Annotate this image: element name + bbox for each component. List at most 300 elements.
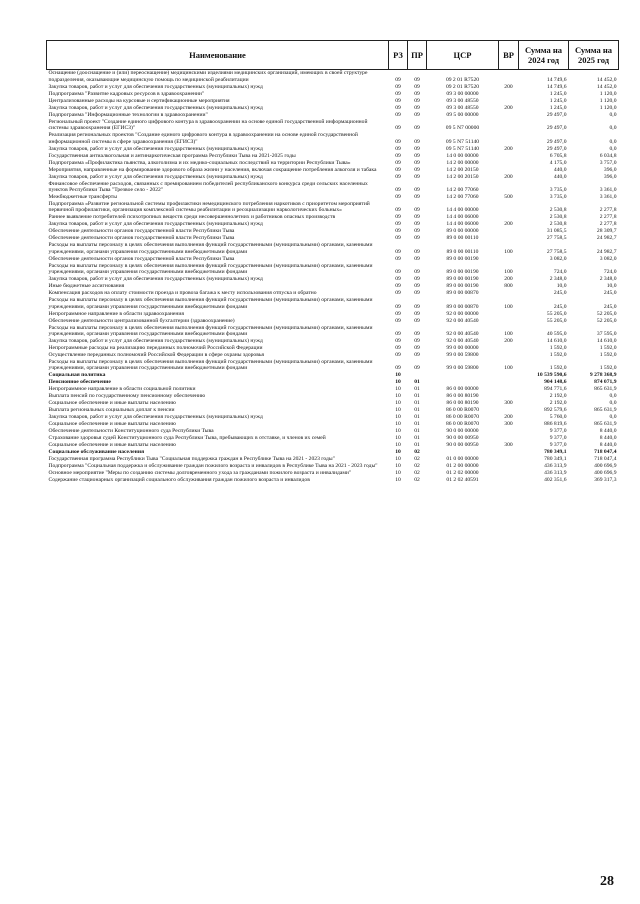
row-vr: 200 [504,276,513,283]
row-csr: 09 5 N7 00000 [445,125,480,132]
row-name: Подпрограмма "Социальная поддержка и обслуживание граждан пожилого возраста и инвалидов в Республике Тыва на 2021 - 2023 годы" [48,463,378,470]
row-sum-2024: 402 351,6 [544,477,567,484]
row-name: Закупка товаров, работ и услуг для обеспечения государственных (муниципальных) нужд [48,414,263,421]
row-vr [499,111,519,118]
table-row [47,345,619,352]
row-name: Финансовое обеспечение расходов, связанных с премированием победителей республиканского конкурса среди сельских населенных пунктов Республики Тыва "Трезвое село - 2022" [48,180,368,193]
row-name: Государственная программа Республики Тыва "Социальная поддержка граждан в Республике Тыва на 2021 - 2023 годы" [48,456,335,463]
header-sum-2024: Сумма на 2024 год [519,41,569,70]
row-sum-2025: 24 982,7 [596,248,617,255]
row-vr [499,386,519,393]
row-name: Расходы на выплаты персоналу в целях обеспечения выполнения функций государственными (муниципальными) органами, казенными учреждениями, органами управления государственными внебюджетными фондами [48,297,373,310]
row-sum-2024: 886 819,6 [544,421,567,428]
table-row [47,235,619,242]
row-csr: 86 0 00 R0070 [445,407,480,414]
row-name: Выплата пенсий по государственному пенсионному обеспечению [48,393,206,400]
row-rz: 09 [395,303,401,310]
row-vr [499,201,519,214]
row-name: Расходы на выплаты персоналу в целях обеспечения выполнения функций государственными (муниципальными) органами, казенными учреждениями, органами управления государственными внебюджетными фондами [48,324,373,337]
row-name: Региональный проект "Создание единого цифрового контура в здравоохранении на основе единой государственной информационной системы здравоохранения (ЕГИСЗ)" [48,118,368,132]
row-name: Закупка товаров, работ и услуг для обеспечения государственных (муниципальных) нужд [48,145,263,152]
row-pr: 01 [414,386,420,393]
row-vr [499,255,519,262]
row-pr: 01 [414,379,420,386]
row-sum-2025: 865 631,9 [594,421,617,428]
row-sum-2025: 28 309,7 [596,228,617,235]
row-pr: 09 [414,269,420,276]
row-name: Обеспечение деятельности Конституционного суда Республики Тыва [48,428,214,435]
row-rz: 09 [395,317,401,324]
row-rz: 09 [395,145,401,152]
row-vr: 200 [504,173,513,180]
table-row [47,173,619,180]
row-name: Обеспечение деятельности централизованной бухгалтерии (здравоохранение) [48,317,235,324]
table-row [47,70,619,84]
row-pr: 09 [414,186,420,193]
row-vr [499,449,519,456]
row-sum-2025: 2 277,8 [599,221,617,228]
row-name: Расходы на выплаты персоналу в целях обеспечения выполнения функций государственными (муниципальными) органами, казенными учреждениями, органами управления государственными внебюджетными фондами [48,358,373,372]
row-vr: 200 [504,414,513,421]
row-pr: 01 [414,407,420,414]
row-name: Содержание стационарных организаций социального обслуживания граждан пожилого возраста и инвалидов [48,477,310,484]
row-sum-2024: 2 530,8 [549,207,567,214]
row-pr: 09 [414,97,420,104]
row-rz: 09 [395,337,401,344]
table-row [47,132,619,145]
row-sum-2025: 1 120,0 [599,104,617,111]
row-sum-2024: 1 592,0 [549,351,567,358]
row-sum-2024: 2 530,8 [549,214,567,221]
row-csr [427,372,499,379]
row-rz: 09 [395,248,401,255]
row-rz: 10 [395,421,401,428]
table-row [47,477,619,484]
row-vr [499,379,519,386]
row-name: Закупка товаров, работ и услуг для обеспечения государственных (муниципальных) нужд [48,276,263,283]
header-csr: ЦСР [427,41,499,70]
row-vr [499,477,519,484]
row-csr: 01 2 02 40591 [446,477,479,484]
row-csr: 86 0 00 80190 [446,400,479,407]
row-csr: 14 4 00 06000 [446,221,479,228]
row-pr: 09 [414,351,420,358]
row-sum-2025: 0,0 [609,125,617,132]
table-row [47,145,619,152]
row-rz: 09 [395,269,401,276]
row-vr [499,159,519,166]
row-sum-2025: 0,0 [609,400,617,407]
row-rz: 10 [395,477,401,484]
row-csr: 09 5 00 00000 [446,111,479,118]
row-pr: 09 [414,235,420,242]
row-vr: 100 [504,365,513,372]
row-name: Социальное обеспечение и иные выплаты населению [48,400,176,407]
table-row [47,386,619,393]
row-sum-2025: 6 034,8 [599,152,617,159]
row-sum-2025: 3 082,0 [599,255,617,262]
row-name: Пенсионное обеспечение [48,379,111,386]
row-vr: 100 [504,248,513,255]
row-vr: 800 [504,283,513,290]
header-rz: РЗ [389,41,408,70]
row-sum-2024: 1 592,0 [549,344,567,351]
row-rz: 09 [395,235,401,242]
row-vr: 100 [504,269,513,276]
row-sum-2024: 3 735,0 [549,193,567,200]
row-vr [499,317,519,324]
row-sum-2024: 55 205,0 [546,317,567,324]
row-pr: 02 [414,477,420,484]
row-sum-2024: 2 530,8 [549,221,567,228]
row-sum-2025: 718 047,4 [594,449,617,456]
row-pr: 02 [414,470,420,477]
row-vr: 100 [504,303,513,310]
row-vr [499,180,519,193]
row-rz: 10 [395,456,401,463]
row-name: Закупка товаров, работ и услуг для обеспечения государственных (муниципальных) нужд [48,83,263,90]
row-rz: 09 [395,138,401,145]
row-vr [499,310,519,317]
row-sum-2024: 245,0 [553,290,567,297]
row-sum-2024: 1 592,0 [549,365,567,372]
row-csr: 89 0 00 00190 [446,283,479,290]
row-csr: 86 0 00 R0070 [445,414,480,421]
row-sum-2025: 2 277,8 [599,207,617,214]
row-vr [499,407,519,414]
row-sum-2025: 245,0 [603,290,617,297]
row-name: Подпрограмма "Информационные технологии в здравоохранении" [48,111,208,118]
row-sum-2025: 37 595,0 [596,330,617,337]
row-name: Государственная антиалкогольная и антинаркотическая программа Республики Тыва на 2021-2025 годы [48,152,296,159]
row-sum-2025: 718 047,4 [594,456,617,463]
row-sum-2025: 52 205,0 [596,310,617,317]
row-name: Обеспечение деятельности органов государственной власти Республики Тыва [48,235,235,242]
row-sum-2024: 55 205,0 [546,310,567,317]
row-rz: 10 [395,379,401,386]
row-sum-2025: 24 982,7 [596,235,617,242]
table-row [47,152,619,159]
row-rz: 09 [395,255,401,262]
table-body [47,70,619,485]
row-vr [499,435,519,442]
row-name: Закупка товаров, работ и услуг для обеспечения государственных (муниципальных) нужд [48,221,263,228]
row-vr [499,97,519,104]
row-pr: 09 [414,344,420,351]
row-sum-2025: 14 452,0 [596,76,617,83]
row-csr [427,379,499,386]
row-name: Обеспечение деятельности органов государственной власти Республики Тыва [48,255,235,262]
row-rz: 10 [395,463,401,470]
row-vr: 300 [504,421,513,428]
row-pr: 01 [414,435,420,442]
row-name: Межбюджетные трансферты [48,193,117,200]
row-sum-2024: 27 758,5 [546,248,567,255]
row-csr: 01 2 00 00000 [446,463,479,470]
row-vr: 200 [504,104,513,111]
row-pr: 09 [414,248,420,255]
row-csr: 14 2 00 77060 [446,186,479,193]
row-csr: 92 0 00 40540 [446,337,479,344]
row-pr: 09 [414,330,420,337]
row-pr: 09 [414,228,420,235]
row-vr [499,290,519,297]
row-vr: 200 [504,145,513,152]
row-vr [499,235,519,242]
row-pr: 01 [414,414,420,421]
row-csr: 14 2 00 20150 [446,166,479,173]
row-csr: 86 0 00 80190 [446,393,479,400]
header-sum-2025: Сумма на 2025 год [569,41,619,70]
table-row [47,449,619,456]
row-rz: 09 [395,186,401,193]
row-name: Социальное обслуживание населения [48,449,145,456]
row-sum-2025: 0,0 [609,111,617,118]
row-rz: 09 [395,221,401,228]
row-sum-2024: 2 192,0 [549,400,567,407]
row-sum-2025: 2 348,0 [599,276,617,283]
table-row [47,201,619,214]
row-csr: 89 0 00 00000 [446,228,479,235]
row-csr: 99 0 00 00000 [446,344,479,351]
row-csr: 86 0 00 00000 [446,386,479,393]
row-rz: 09 [395,104,401,111]
row-sum-2025: 3 757,0 [599,159,617,166]
row-vr [499,345,519,352]
row-csr: 92 0 00 40540 [446,317,479,324]
table-row [47,435,619,442]
row-sum-2025: 396,0 [603,166,617,173]
table-row [47,194,619,201]
row-sum-2025: 0,0 [609,414,617,421]
row-pr: 09 [414,337,420,344]
table-row [47,372,619,379]
table-row [47,338,619,345]
row-rz: 10 [395,372,401,379]
row-sum-2025: 14 452,0 [596,83,617,90]
row-rz: 10 [395,442,401,449]
row-csr: 86 0 00 R0070 [445,421,480,428]
row-sum-2025: 3 361,0 [599,193,617,200]
table-row [47,262,619,275]
row-pr: 09 [414,276,420,283]
row-vr [499,456,519,463]
table-row [47,104,619,111]
table-row [47,118,619,131]
table-row [47,379,619,386]
row-pr: 09 [414,283,420,290]
row-csr: 09 3 00 48550 [446,97,479,104]
row-sum-2025: 396,0 [603,173,617,180]
row-rz: 10 [395,435,401,442]
row-rz: 10 [395,400,401,407]
row-sum-2024: 29 497,0 [546,111,567,118]
table-row [47,228,619,235]
row-pr: 01 [414,421,420,428]
row-name: Закупка товаров, работ и услуг для обеспечения государственных (муниципальных) нужд [48,173,263,180]
row-pr: 09 [414,145,420,152]
row-sum-2024: 14 749,6 [546,83,567,90]
row-vr [499,132,519,145]
row-sum-2024: 29 497,0 [546,145,567,152]
row-vr: 300 [504,400,513,407]
row-sum-2025: 1 120,0 [599,90,617,97]
row-pr: 01 [414,400,420,407]
row-rz: 09 [395,159,401,166]
table-row [47,276,619,283]
row-csr: 89 0 00 00110 [446,248,479,255]
row-csr: 90 0 00 00950 [446,435,479,442]
row-sum-2024: 29 497,0 [546,125,567,132]
row-csr: 14 0 00 00000 [446,152,479,159]
table-row [47,159,619,166]
row-name: Подпрограмма "Развитие кадровых ресурсов в здравоохранении" [48,90,205,97]
row-csr: 09 5 N7 51140 [445,138,480,145]
row-name: Непрограммные расходы на реализацию переданных полномочий Российской Федерации [48,344,263,351]
row-csr: 92 0 00 00000 [446,310,479,317]
row-csr: 89 0 00 00190 [446,269,479,276]
row-csr: 01 0 00 00000 [446,456,479,463]
row-name: Централизованные расходы на курсовые и сертификационные мероприятия [48,97,230,104]
row-sum-2025: 400 696,9 [594,470,617,477]
table-row [47,255,619,262]
row-sum-2024: 780 349,1 [544,449,567,456]
table-row [47,359,619,372]
row-vr [499,393,519,400]
row-csr: 01 2 02 00000 [446,470,479,477]
row-rz: 09 [395,207,401,214]
row-sum-2024: 14 749,6 [546,76,567,83]
row-pr: 09 [414,138,420,145]
table-row [47,352,619,359]
row-sum-2024: 724,0 [553,269,567,276]
row-pr: 09 [414,104,420,111]
row-sum-2024: 9 377,0 [549,435,567,442]
row-csr: 89 0 00 00190 [446,276,479,283]
row-sum-2024: 5 760,0 [549,414,567,421]
row-sum-2024: 4 175,0 [549,159,567,166]
row-sum-2024: 894 771,6 [544,386,567,393]
row-name: Страхование здоровья судей Конституционного суда Республики Тыва, пребывающих в отставке, и членов их семей [48,435,326,442]
row-csr: 14 4 00 06000 [446,214,479,221]
row-sum-2025: 724,0 [603,269,617,276]
row-rz: 09 [395,228,401,235]
row-sum-2024: 436 313,9 [544,463,567,470]
row-name: Социальная политика [48,372,106,379]
row-sum-2025: 8 440,0 [599,442,617,449]
row-csr: 14 4 00 00000 [446,207,479,214]
row-sum-2024: 29 497,0 [546,138,567,145]
row-pr: 09 [414,303,420,310]
row-rz: 09 [395,83,401,90]
row-rz: 10 [395,428,401,435]
row-sum-2024: 780 349,1 [544,456,567,463]
row-vr: 500 [504,193,513,200]
row-pr: 09 [414,90,420,97]
row-pr: 09 [414,111,420,118]
table-row [47,214,619,221]
table-row [47,421,619,428]
row-rz: 09 [395,97,401,104]
row-name: Выплата региональных социальных доплат к пенсии [48,407,175,414]
row-vr [499,470,519,477]
row-name: Оснащение (дооснащение и (или) переоснащение) медицинскими изделиями медицинских организаций, имеющих в своей структуре подразделения, оказывающие медицинскую помощь по медицинской реабилитации [48,70,368,83]
row-name: Социальное обеспечение и иные выплаты населению [48,442,176,449]
row-sum-2025: 1 592,0 [599,365,617,372]
row-pr: 09 [414,83,420,90]
row-rz: 09 [395,365,401,372]
row-pr: 02 [414,463,420,470]
table-row [47,111,619,118]
row-sum-2024: 40 595,0 [546,330,567,337]
row-rz: 09 [395,214,401,221]
table-row [47,317,619,324]
row-pr: 09 [414,317,420,324]
row-pr: 09 [414,214,420,221]
row-rz: 09 [395,166,401,173]
row-csr: 14 2 00 77060 [446,193,479,200]
row-sum-2024: 10,0 [556,283,567,290]
row-vr: 300 [504,442,513,449]
row-vr [499,228,519,235]
row-sum-2024: 3 082,0 [549,255,567,262]
row-name: Реализация региональных проектов "Создание единого цифрового контура в здравоохранении на основе единой государственной информационной системы в сфере здравоохранения (ЕГИСЗ)" [48,132,358,145]
budget-table-page [46,40,618,484]
page-number: 28 [600,874,614,889]
row-sum-2024: 9 377,0 [549,442,567,449]
table-row [47,400,619,407]
row-vr [499,152,519,159]
row-sum-2025: 3 361,0 [599,186,617,193]
table-row [47,166,619,173]
row-vr [499,214,519,221]
row-sum-2024: 1 245,0 [549,104,567,111]
table-header [47,41,619,70]
row-sum-2024: 436 313,9 [544,470,567,477]
row-pr: 09 [414,166,420,173]
row-sum-2024: 2 192,0 [549,393,567,400]
row-sum-2025: 10,0 [606,283,617,290]
row-sum-2024: 6 705,8 [549,152,567,159]
row-name: Подпрограмма «Профилактика пьянства, алкоголизма и их медико-социальных последствий на территории Республики Тыва» [48,159,351,166]
row-name: Непрограммное направление в области социальной политики [48,386,196,393]
header-name: Наименование [47,41,389,70]
row-rz: 09 [395,125,401,132]
row-sum-2024: 2 348,0 [549,276,567,283]
row-sum-2025: 0,0 [609,393,617,400]
row-csr [427,449,499,456]
row-sum-2025: 9 278 368,9 [589,372,617,379]
row-pr: 09 [414,152,420,159]
row-rz: 09 [395,193,401,200]
row-vr [499,118,519,131]
row-pr: 02 [414,456,420,463]
row-sum-2025: 1 592,0 [599,344,617,351]
row-sum-2025: 874 071,9 [594,379,617,386]
row-rz: 09 [395,111,401,118]
row-pr: 02 [414,449,420,456]
row-csr: 89 0 00 00870 [446,303,479,310]
table-row [47,442,619,449]
row-vr [499,90,519,97]
row-sum-2024: 440,0 [553,166,567,173]
row-vr [499,166,519,173]
row-sum-2024: 27 758,5 [546,235,567,242]
table-row [47,242,619,255]
row-sum-2024: 1 245,0 [549,97,567,104]
row-rz: 10 [395,470,401,477]
row-sum-2025: 400 696,9 [594,463,617,470]
